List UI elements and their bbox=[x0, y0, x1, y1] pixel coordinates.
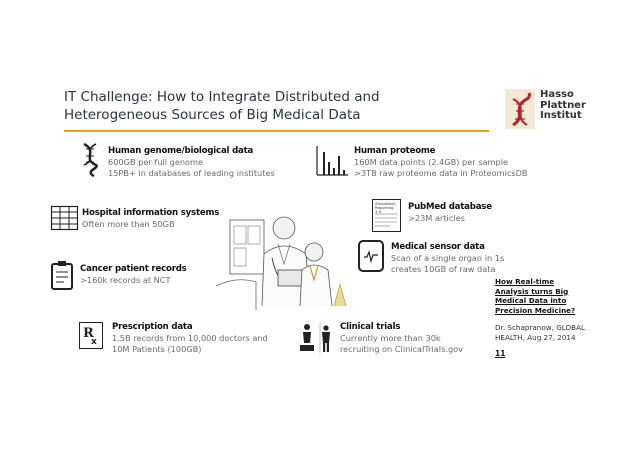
prescription-line-1: 1.5B records from 10,000 doctors and bbox=[112, 333, 268, 343]
title-line-1: IT Challenge: How to Integrate Distributed and bbox=[64, 89, 380, 105]
sensor-line-2: creates 10GB of raw data bbox=[391, 264, 496, 274]
trials-heading: Clinical trials bbox=[340, 322, 401, 332]
logo-line-2: Plattner bbox=[540, 99, 586, 111]
sensor-heading: Medical sensor data bbox=[391, 242, 485, 252]
rx-icon bbox=[79, 322, 103, 353]
cancer-heading: Cancer patient records bbox=[80, 264, 187, 274]
pubmed-heading: PubMed database bbox=[408, 202, 492, 212]
svg-text:R: R bbox=[83, 326, 94, 341]
logo-line-3: Institut bbox=[540, 110, 582, 121]
doc-text-2: Reporting 4.9 bbox=[375, 205, 394, 215]
presentation-link[interactable] bbox=[495, 277, 575, 315]
proteome-heading: Human proteome bbox=[354, 146, 436, 156]
slide-title bbox=[64, 88, 464, 124]
proteome-line-1: 160M data points (2.4GB) per sample bbox=[354, 157, 509, 167]
genome-item bbox=[108, 146, 275, 179]
hpi-logo-icon bbox=[505, 89, 535, 129]
author-line-2: HEALTH, Aug 27, 2014 bbox=[495, 333, 576, 342]
hospital-line-1: Often more than 50GB bbox=[82, 219, 175, 229]
genome-line-2: 15PB+ in databases of leading institutes bbox=[108, 168, 275, 178]
link-line-3[interactable]: Medical Data into bbox=[495, 296, 567, 306]
hospital-item bbox=[82, 208, 219, 230]
doc-text-1: Annotation bbox=[375, 201, 396, 206]
trials-line-1: Currently more than 30k bbox=[340, 333, 441, 343]
svg-text:x: x bbox=[91, 337, 97, 347]
proteome-item bbox=[354, 146, 528, 179]
prescription-heading: Prescription data bbox=[112, 322, 193, 332]
page-number[interactable]: 11 bbox=[495, 349, 506, 358]
sensor-item bbox=[391, 242, 504, 275]
sensor-line-1: Scan of a single organ in 1s bbox=[391, 253, 505, 263]
genome-heading: Human genome/biological data bbox=[108, 146, 254, 156]
link-line-4[interactable]: Precision Medicine? bbox=[495, 305, 576, 315]
trials-item bbox=[340, 322, 463, 355]
pubmed-item bbox=[408, 202, 492, 224]
cancer-item bbox=[80, 264, 187, 286]
prescription-item bbox=[112, 322, 268, 355]
proteome-line-2: >3TB raw proteome data in ProteomicsDB bbox=[354, 168, 528, 178]
spectrum-chart-icon bbox=[316, 146, 348, 180]
hpi-logo-text bbox=[540, 90, 586, 122]
cancer-line-1: >160k records at NCT bbox=[80, 275, 171, 285]
author-line-1: Dr. Schapranow, GLOBAL bbox=[495, 323, 586, 332]
dna-icon bbox=[80, 143, 100, 181]
table-grid-icon bbox=[51, 206, 78, 234]
author-info bbox=[495, 323, 585, 343]
link-line-2[interactable]: Analysis turns Big bbox=[495, 286, 569, 296]
pubmed-line-1: >23M articles bbox=[408, 213, 465, 223]
people-icon bbox=[300, 323, 332, 357]
prescription-line-2: 10M Patients (100GB) bbox=[112, 344, 202, 354]
title-underline bbox=[64, 130, 489, 132]
title-line-2: Heterogeneous Sources of Big Medical Data bbox=[64, 107, 361, 123]
trials-line-2: recruiting on ClinicalTrials.gov bbox=[340, 344, 464, 354]
clipboard-icon bbox=[51, 260, 73, 294]
logo-line-1: Hasso bbox=[540, 89, 574, 100]
link-line-1[interactable]: How Real-time bbox=[495, 277, 555, 286]
genome-line-1: 600GB per full genome bbox=[108, 157, 204, 167]
doctors-illustration bbox=[216, 214, 348, 314]
document-icon bbox=[372, 199, 401, 232]
hospital-heading: Hospital information systems bbox=[82, 208, 220, 218]
sensor-device-icon bbox=[358, 240, 384, 276]
